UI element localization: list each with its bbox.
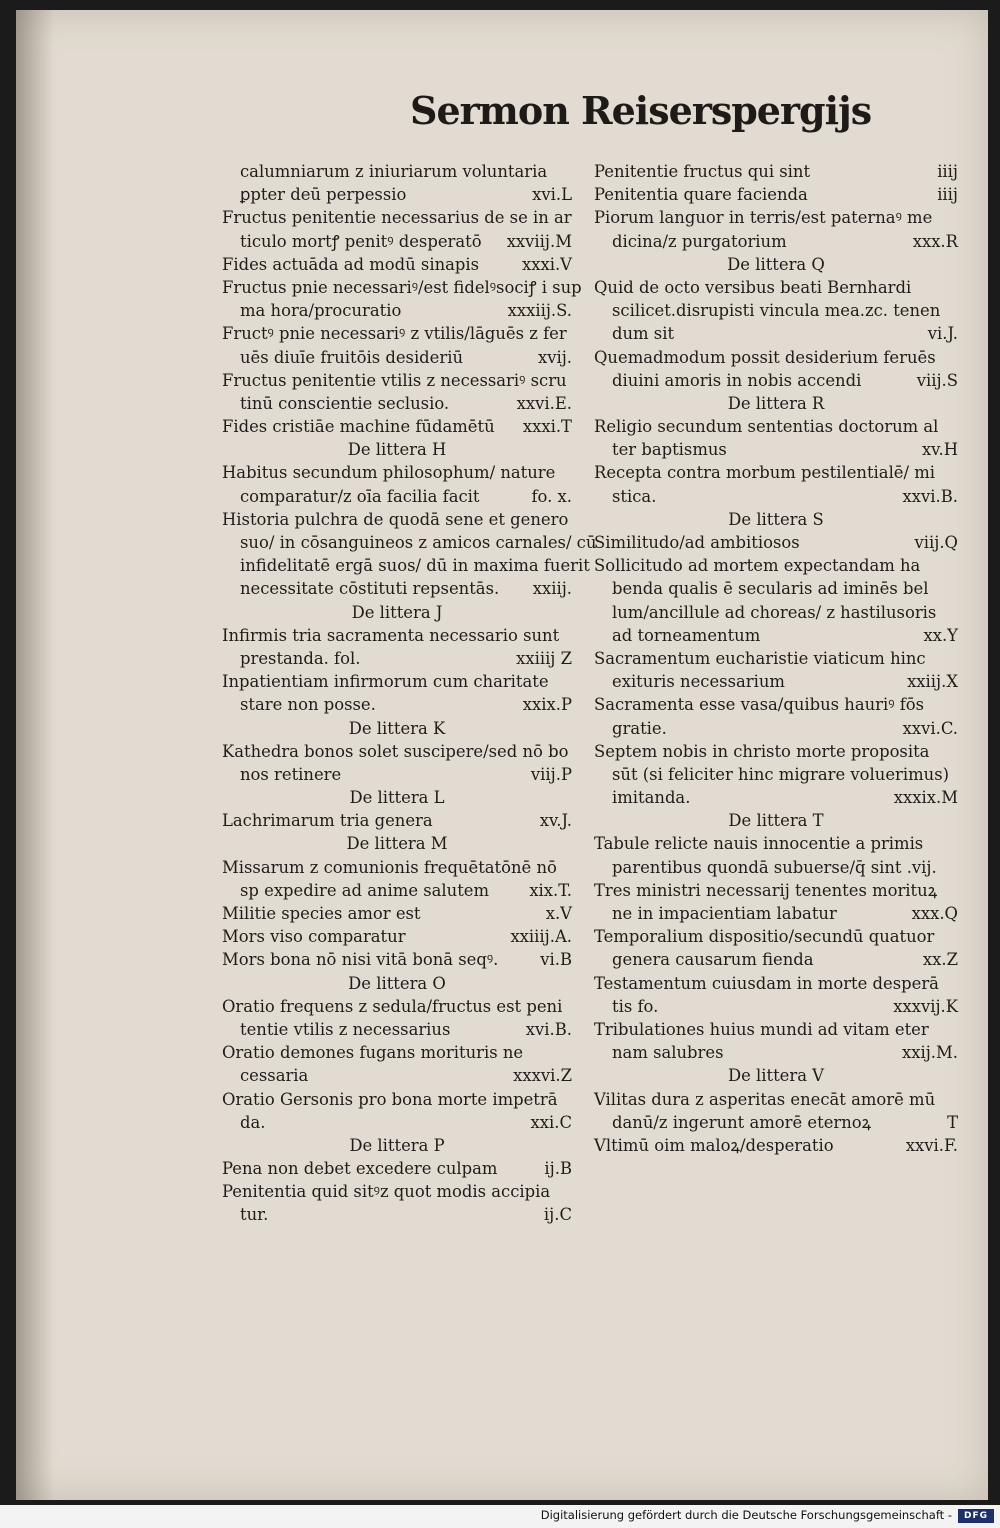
entry-text: Sollicitudo ad mortem expectandam ha	[594, 556, 921, 576]
entry-text: Vltimū oim maloꝝ/desperatio	[594, 1135, 834, 1155]
left-entry-line	[222, 299, 572, 322]
entry-text: Tribulationes huius mundi ad vitam eter	[594, 1019, 929, 1039]
right-entry-line	[594, 531, 958, 554]
entry-text: cessaria	[240, 1066, 309, 1086]
right-entry-line	[594, 299, 958, 322]
folio-reference: vi.B	[540, 950, 572, 970]
entry-text: diuini amoris in nobis accendi	[612, 370, 862, 390]
folio-reference: xix.T.	[529, 880, 572, 900]
right-entry-line	[594, 601, 958, 624]
folio-reference: xxvi.E.	[516, 393, 572, 413]
entry-text: stare non posse.	[240, 695, 376, 715]
folio-reference: T	[947, 1112, 958, 1132]
entry-text: necessitate cōstituti repsentās.	[240, 579, 500, 599]
entry-text: Testamentum cuiusdam in morte desperā	[594, 973, 939, 993]
right-entry-line	[594, 577, 958, 600]
folio-reference: xxx.Q	[911, 904, 958, 923]
right-entry-line	[594, 786, 958, 809]
left-entry-line	[222, 230, 572, 253]
entry-text: ter baptismus	[612, 440, 727, 460]
entry-text: Vilitas dura z asperitas enecāt amorē mū	[594, 1089, 936, 1109]
entry-text: Piorum languor in terris/est paternaꝰ me	[594, 208, 933, 228]
entry-text: De littera K	[348, 718, 446, 738]
right-entry-line	[594, 554, 958, 577]
entry-text: Pena non debet excedere culpam	[222, 1159, 498, 1179]
folio-reference: xxxix.M	[893, 788, 958, 808]
right-entry-line	[594, 995, 958, 1018]
entry-text: nos retinere	[240, 764, 342, 784]
entry-text: De littera M	[346, 834, 448, 854]
left-entry-line	[222, 1064, 572, 1087]
entry-text: lum/ancillule ad choreas/ z hastilusoris	[612, 602, 937, 622]
folio-reference: xxxvij.K	[893, 996, 958, 1016]
entry-text: gratie.	[612, 718, 667, 738]
entry-text: tur.	[240, 1205, 269, 1225]
entry-text: prestanda. fol.	[240, 648, 361, 668]
folio-reference: xxiiij Z	[516, 648, 572, 668]
entry-text: exituris necessarium	[612, 672, 785, 692]
entry-text: ma hora/procuratio	[240, 301, 402, 321]
folio-reference: iiij	[937, 162, 958, 181]
right-letter-heading	[594, 1064, 958, 1087]
entry-text: parentibus quondā subuerse/q̄ sint .vij.	[612, 857, 937, 877]
left-letter-heading	[222, 601, 572, 624]
left-entry-line	[222, 253, 572, 276]
right-entry-line	[594, 183, 958, 206]
entry-text: da.	[240, 1112, 266, 1132]
left-entry-line	[222, 670, 572, 693]
entry-text: Recepta contra morbum pestilentialē/ mi	[594, 463, 936, 483]
right-entry-line	[594, 856, 958, 879]
folio-reference: xxx.R	[912, 231, 958, 251]
left-entry-line	[222, 276, 582, 299]
folio-reference: ij.B	[544, 1159, 572, 1179]
entry-text: Oratio frequens z sedula/fructus est peni	[222, 996, 563, 1016]
left-letter-heading	[222, 972, 572, 995]
left-entry-line	[222, 554, 590, 577]
entry-text: De littera Q	[727, 254, 825, 274]
left-entry-line	[222, 183, 572, 206]
left-entry-line	[222, 577, 572, 600]
left-letter-heading	[222, 438, 572, 461]
entry-text: tinū conscientie seclusio.	[240, 393, 450, 413]
folio-reference: xx.Z	[922, 950, 958, 970]
right-entry-line	[594, 647, 958, 670]
left-entry-line	[222, 809, 572, 832]
entry-text: Historia pulchra de quodā sene et genero	[222, 509, 569, 529]
right-entry-line	[594, 276, 958, 299]
entry-text: Kathedra bonos solet suscipere/sed nō bo	[222, 741, 569, 761]
left-entry-line	[222, 461, 572, 484]
left-entry-line	[222, 1111, 572, 1134]
right-entry-line	[594, 1018, 958, 1041]
folio-reference: xxix.P	[522, 695, 572, 715]
left-entry-line	[222, 508, 572, 531]
entry-text: dum sit	[612, 324, 675, 344]
index-column-left	[222, 160, 597, 1227]
left-entry-line	[222, 902, 572, 925]
right-entry-line	[594, 206, 958, 229]
entry-text: ꝑpter deū perpessio	[240, 185, 407, 205]
folio-reference: viij.Q	[914, 533, 958, 552]
left-entry-line	[222, 693, 572, 716]
right-entry-line	[594, 485, 958, 508]
entry-text: Fides cristiāe machine fūdamētū	[222, 417, 495, 437]
folio-reference: xxiij.X	[907, 672, 958, 692]
entry-text: danū/z ingerunt amorē eternoꝝ	[612, 1112, 872, 1132]
footer-bar	[0, 1505, 1000, 1528]
entry-text: Missarum z comunionis frequētatōnē nō	[222, 857, 557, 877]
right-entry-line	[594, 230, 958, 253]
entry-text: Mors bona nō nisi vitā bonā seqꝰ.	[222, 950, 499, 970]
folio-reference: xxxiij.S.	[507, 301, 572, 321]
entry-text: Fructus penitentie vtilis z necessariꝰ scru	[222, 370, 567, 390]
left-entry-line	[222, 415, 572, 438]
left-entry-line	[222, 995, 572, 1018]
right-letter-heading	[594, 253, 958, 276]
right-entry-line	[594, 972, 958, 995]
folio-reference: ij.C	[543, 1205, 572, 1225]
entry-text: De littera L	[349, 788, 445, 808]
entry-text: Infirmis tria sacramenta necessario sunt	[222, 625, 560, 645]
entry-text: Tres ministri necessarij tenentes morituꝝ	[594, 880, 938, 900]
entry-text: infidelitatē ergā suos/ dū in maxima fuerit	[240, 556, 590, 576]
entry-text: comparatur/z oīa facilia facit	[240, 486, 480, 506]
right-letter-heading	[594, 392, 958, 415]
folio-reference: xxvi.F.	[905, 1135, 958, 1155]
entry-text: imitanda.	[612, 788, 691, 808]
entry-text: sūt (si feliciter hinc migrare voluerimus)	[612, 764, 950, 784]
folio-reference: xvi.B.	[525, 1019, 572, 1039]
folio-reference: xx.Y	[923, 625, 958, 645]
right-entry-line	[594, 902, 958, 925]
left-entry-line	[222, 1157, 572, 1180]
right-letter-heading	[594, 809, 958, 832]
entry-text: Penitentia quare facienda	[594, 185, 808, 205]
entry-text: Sacramenta esse vasa/quibus hauriꝰ fōs	[594, 695, 925, 715]
entry-text: Fructꝰ pnie necessariꝰ z vtilis/lāguēs z fer	[222, 324, 567, 344]
entry-text: Septem nobis in christo morte proposita	[594, 741, 930, 761]
folio-reference: vi.J.	[927, 324, 958, 344]
right-entry-line	[594, 438, 958, 461]
entry-text: tentie vtilis z necessarius	[240, 1019, 451, 1039]
entry-text: Sacramentum eucharistie viaticum hinc	[594, 648, 926, 668]
entry-text: tis fo.	[612, 996, 659, 1016]
left-letter-heading	[222, 1134, 572, 1157]
entry-text: Militie species amor est	[222, 904, 421, 923]
entry-text: ne in impacientiam labatur	[612, 904, 837, 923]
entry-text: uēs diuīe fruitōis desideriū	[240, 347, 464, 367]
folio-reference: xxviij.M	[506, 231, 572, 251]
left-entry-line	[222, 856, 572, 879]
entry-text: De littera H	[347, 440, 447, 460]
left-entry-line	[222, 763, 572, 786]
left-letter-heading	[222, 786, 572, 809]
index-column-right	[594, 160, 958, 1157]
right-entry-line	[594, 879, 958, 902]
folio-reference: xxxvi.Z	[513, 1066, 572, 1086]
right-entry-line	[594, 948, 958, 971]
right-entry-line	[594, 415, 958, 438]
page-gutter-shadow	[16, 10, 54, 1500]
entry-text: suo/ in cōsanguineos z amicos carnales/ cū	[240, 533, 597, 552]
folio-reference: viij.S	[916, 370, 958, 390]
entry-text: Similitudo/ad ambitiosos	[594, 533, 800, 552]
entry-text: calumniarum z iniuriarum voluntaria	[240, 162, 548, 181]
right-entry-line	[594, 1134, 958, 1157]
right-entry-line	[594, 322, 958, 345]
right-entry-line	[594, 1041, 958, 1064]
folio-reference: x.V	[545, 904, 572, 923]
entry-text: dicina/z purgatorium	[612, 231, 787, 251]
entry-text: Fructus penitentie necessarius de se in ar	[222, 208, 572, 228]
entry-text: Oratio demones fugans morituris ne	[222, 1043, 524, 1063]
funding-credit: Digitalisierung gefördert durch die Deutsche Forschungsgemeinschaft -	[540, 1508, 952, 1522]
left-entry-line	[222, 624, 572, 647]
entry-text: ad torneamentum	[612, 625, 761, 645]
entry-text: Tabule relicte nauis innocentie a primis	[594, 834, 924, 854]
folio-reference: xxxi.T	[522, 417, 572, 437]
entry-text: De littera S	[728, 509, 824, 529]
entry-text: De littera T	[728, 811, 824, 831]
folio-reference: fo. x.	[531, 486, 572, 506]
entry-text: Fides actuāda ad modū sinapis	[222, 254, 480, 274]
left-entry-line	[222, 879, 572, 902]
right-entry-line	[594, 160, 958, 183]
left-letter-heading	[222, 832, 572, 855]
left-entry-line	[222, 346, 572, 369]
right-entry-line	[594, 670, 958, 693]
right-entry-line	[594, 1111, 958, 1134]
entry-text: De littera O	[348, 973, 446, 993]
entry-text: De littera V	[727, 1066, 825, 1086]
entry-text: Religio secundum sententias doctorum al	[594, 417, 939, 437]
right-entry-line	[594, 832, 958, 855]
folio-reference: xxxi.V	[521, 254, 572, 274]
left-entry-line	[222, 948, 572, 971]
right-entry-line	[594, 369, 958, 392]
folio-reference: xv.H	[921, 440, 958, 460]
folio-reference: xxiiij.A.	[510, 927, 572, 947]
entry-text: ticulo mortꝭ penitꝰ desperatō	[240, 231, 482, 251]
folio-reference: xvi.L	[532, 185, 572, 205]
folio-reference: xxvi.C.	[902, 718, 958, 738]
left-entry-line	[222, 1041, 572, 1064]
left-entry-line	[222, 392, 572, 415]
right-entry-line	[594, 461, 958, 484]
entry-text: Quemadmodum possit desiderium feruēs	[594, 347, 936, 367]
right-entry-line	[594, 346, 958, 369]
entry-text: Penitentia quid sitꝰz quot modis accipia	[222, 1182, 551, 1202]
right-entry-line	[594, 740, 958, 763]
right-entry-line	[594, 624, 958, 647]
entry-text: genera causarum fienda	[612, 950, 814, 970]
entry-text: benda qualis ē secularis ad iminēs bel	[612, 579, 929, 599]
left-entry-line	[222, 160, 572, 183]
entry-text: Inpatientiam infirmorum cum charitate	[222, 672, 549, 692]
left-entry-line	[222, 925, 572, 948]
entry-text: Fructus pnie necessariꝰ/est fidelꝰsociꝭ i sup	[222, 277, 582, 297]
left-entry-line	[222, 740, 572, 763]
entry-text: nam salubres	[612, 1043, 724, 1063]
entry-text: Lachrimarum tria genera	[222, 811, 433, 831]
folio-reference: xxvi.B.	[902, 486, 958, 506]
entry-text: Quid de octo versibus beati Bernhardi	[594, 277, 912, 297]
right-entry-line	[594, 717, 958, 740]
folio-reference: xv.J.	[539, 811, 572, 831]
entry-text: De littera P	[349, 1135, 445, 1155]
entry-text: stica.	[612, 486, 657, 506]
left-entry-line	[222, 206, 572, 229]
entry-text: Mors viso comparatur	[222, 927, 406, 947]
folio-reference: xxiij.	[532, 579, 572, 599]
left-entry-line	[222, 1203, 572, 1226]
folio-reference: viij.P	[530, 764, 572, 784]
dfg-logo: DFG	[958, 1509, 994, 1523]
right-entry-line	[594, 763, 958, 786]
running-head: Sermon Reiserspergijs	[410, 88, 872, 133]
entry-text: Penitentie fructus qui sint	[594, 162, 811, 181]
folio-reference: xxij.M.	[901, 1043, 958, 1063]
entry-text: sp expedire ad anime salutem	[240, 880, 490, 900]
left-entry-line	[222, 322, 572, 345]
left-entry-line	[222, 485, 572, 508]
left-entry-line	[222, 369, 572, 392]
entry-text: Oratio Gersonis pro bona morte impetrā	[222, 1089, 558, 1109]
entry-text: Temporalium dispositio/secundū quatuor	[594, 927, 935, 947]
entry-text: Habitus secundum philosophum/ nature	[222, 463, 556, 483]
folio-reference: iiij	[937, 185, 958, 205]
entry-text: scilicet.disrupisti vincula mea.zc. tenen	[612, 301, 941, 321]
folio-reference: xvij.	[537, 347, 572, 367]
right-entry-line	[594, 925, 958, 948]
left-entry-line	[222, 1180, 572, 1203]
left-letter-heading	[222, 717, 572, 740]
right-entry-line	[594, 693, 958, 716]
right-letter-heading	[594, 508, 958, 531]
right-entry-line	[594, 1088, 958, 1111]
left-entry-line	[222, 1018, 572, 1041]
left-entry-line	[222, 531, 597, 554]
folio-reference: xxi.C	[530, 1112, 572, 1132]
left-entry-line	[222, 647, 572, 670]
entry-text: De littera J	[351, 602, 443, 622]
entry-text: De littera R	[727, 393, 825, 413]
left-entry-line	[222, 1088, 572, 1111]
